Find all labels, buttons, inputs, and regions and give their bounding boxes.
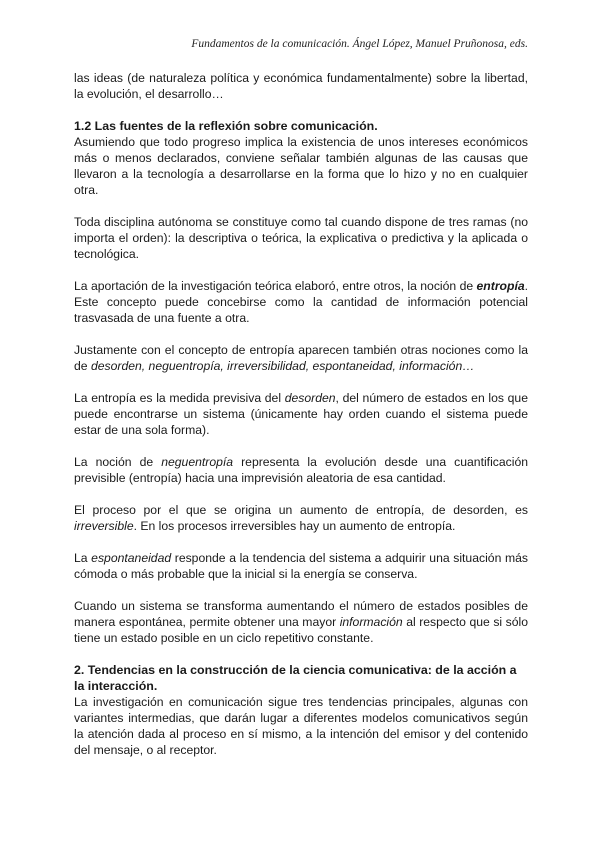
paragraph (74, 390, 528, 438)
paragraph (74, 598, 528, 646)
text-run: La noción de (74, 455, 162, 469)
emphasis-term: desorden (284, 391, 336, 405)
paragraph (74, 550, 528, 582)
section-heading: 2. Tendencias en la construcción de la ciencia comunicativa: de la acción a la interacción. (74, 663, 517, 693)
emphasis-term: irreversible (74, 519, 134, 533)
paragraph (74, 278, 528, 326)
text-run: El proceso por el que se origina un aumento de entropía, de desorden, es (74, 503, 528, 517)
section-heading: 1.2 Las fuentes de la reflexión sobre comunicación. (74, 119, 378, 133)
text-run: Cuando un sistema se transforma aumentando el número de estados posibles de manera espontánea, permite obtener una mayor (74, 599, 528, 629)
paragraph (74, 342, 528, 374)
text-run: representa la evolución desde una cuantificación previsible (entropía) hacia una imprevisión aleatoria de esa cantidad. (74, 455, 529, 485)
text-run: . Este concepto puede concebirse como la cantidad de información potencial trasvasada de una fuente a otra. (74, 279, 528, 325)
text-run: La aportación de la investigación teórica elaboró, entre otros, la noción de (74, 279, 477, 293)
paragraph: La investigación en comunicación sigue tres tendencias principales, algunas con variantes intermedias, que darán lugar a diferentes modelos comunicativos según la atención dada al proceso en sí mismo, a la intención del emisor y del contenido del mensaje, o al receptor. (74, 695, 528, 757)
page-body (74, 70, 528, 758)
text-run: La (74, 551, 92, 565)
text-run: . En los procesos irreversibles hay un aumento de entropía. (133, 519, 456, 533)
paragraph (74, 454, 528, 486)
text-run: al respecto que si sólo tiene un estado posible en un ciclo repetitivo constante. (74, 615, 528, 645)
emphasis-term: neguentropía (161, 455, 234, 469)
paragraph: Asumiendo que todo progreso implica la existencia de unos intereses económicos más o menos declarados, conviene señalar también algunas de las causas que llevaron a la tecnología a desarrollarse en la forma que lo hizo y no en cualquier otra. (74, 135, 528, 197)
running-header: Fundamentos de la comunicación. Ángel López, Manuel Pruñonosa, eds. (191, 38, 528, 50)
emphasis-term: desorden, neguentropía, irreversibilidad, espontaneidad, información… (90, 359, 475, 373)
emphasis-term: información (339, 615, 403, 629)
emphasis-term: entropía (476, 279, 525, 293)
emphasis-term: espontaneidad (91, 551, 172, 565)
text-run: Justamente con el concepto de entropía aparecen también otras nociones como la de (74, 343, 528, 373)
text-run: , del número de estados en los que puede encontrarse un sistema (únicamente hay orden cuando el sistema puede estar de una sola forma). (74, 391, 528, 437)
text-run: La entropía es la medida previsiva del (74, 391, 285, 405)
text-run: responde a la tendencia del sistema a adquirir una situación más cómoda o más probable que la inicial si la energía se conserva. (74, 551, 528, 581)
paragraph: Toda disciplina autónoma se constituye como tal cuando dispone de tres ramas (no importa el orden): la descriptiva o teórica, la explicativa o predictiva y la aplicada o tecnológica. (74, 215, 528, 261)
paragraph: las ideas (de naturaleza política y económica fundamentalmente) sobre la libertad, la evolución, el desarrollo… (74, 71, 528, 101)
paragraph (74, 502, 528, 534)
